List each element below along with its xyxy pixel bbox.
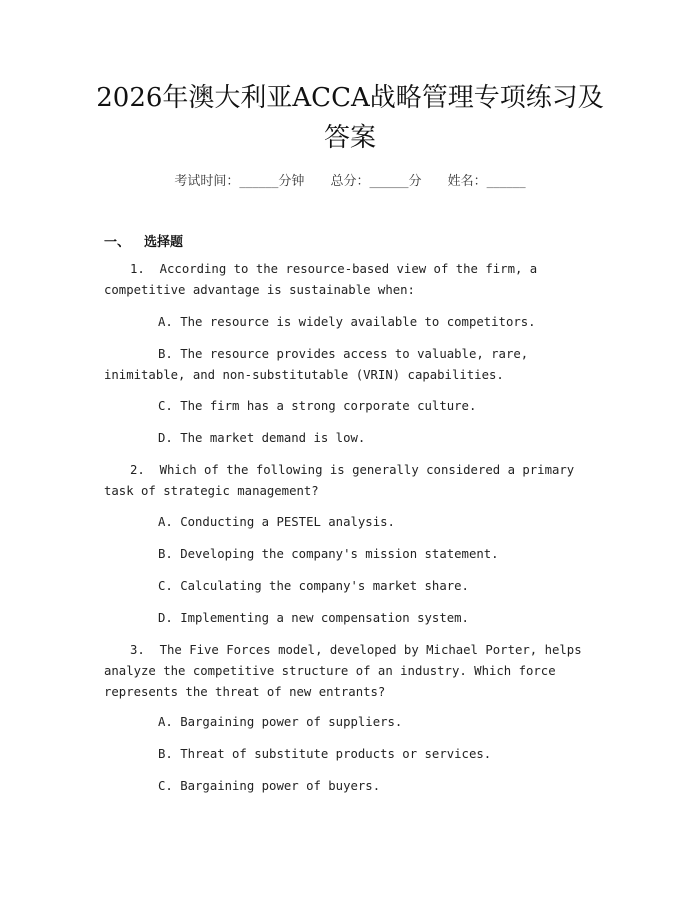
title-line-2: 答案: [323, 123, 376, 153]
question-2-option-a: A. Conducting a PESTEL analysis.: [158, 515, 395, 529]
exam-meta: [0, 170, 700, 189]
question-1-option-a: A. The resource is widely available to competitors.: [158, 315, 536, 329]
total-score: 总分：______分: [330, 174, 422, 189]
question-2-option-b: B. Developing the company's mission statement.: [158, 547, 499, 561]
title-line-1: 2026年澳大利亚ACCA战略管理专项练习及: [96, 83, 604, 113]
question-3-option-a: A. Bargaining power of suppliers.: [158, 715, 403, 729]
document-title: [0, 78, 700, 158]
question-1-option-c: C. The firm has a strong corporate culture.: [158, 399, 477, 413]
question-2: 2. Which of the following is generally considered a primary task of strategic management?: [104, 463, 582, 498]
question-3-option-b: B. Threat of substitute products or services.: [158, 747, 492, 761]
question-3: 3. The Five Forces model, developed by Michael Porter, helps analyze the competitive structure of an industry. Which force represents the threat of new entrants?: [104, 643, 590, 699]
section-heading: [104, 231, 183, 250]
student-name: 姓名：______: [447, 174, 526, 189]
exam-time: 考试时间：______分钟: [174, 174, 305, 189]
section-label: 选择题: [144, 235, 184, 250]
question-2-option-c: C. Calculating the company's market share.: [158, 579, 469, 593]
section-number: 一、: [104, 235, 131, 250]
question-1: 1. According to the resource-based view of the firm, a competitive advantage is sustainable when:: [104, 262, 545, 297]
question-1-option-b: B. The resource provides access to valuable, rare, inimitable, and non-substitutable (VRIN) capabilities.: [104, 347, 536, 382]
question-1-option-d: D. The market demand is low.: [158, 431, 366, 445]
question-3-option-c: C. Bargaining power of buyers.: [158, 779, 381, 793]
question-2-option-d: D. Implementing a new compensation system.: [158, 611, 469, 625]
